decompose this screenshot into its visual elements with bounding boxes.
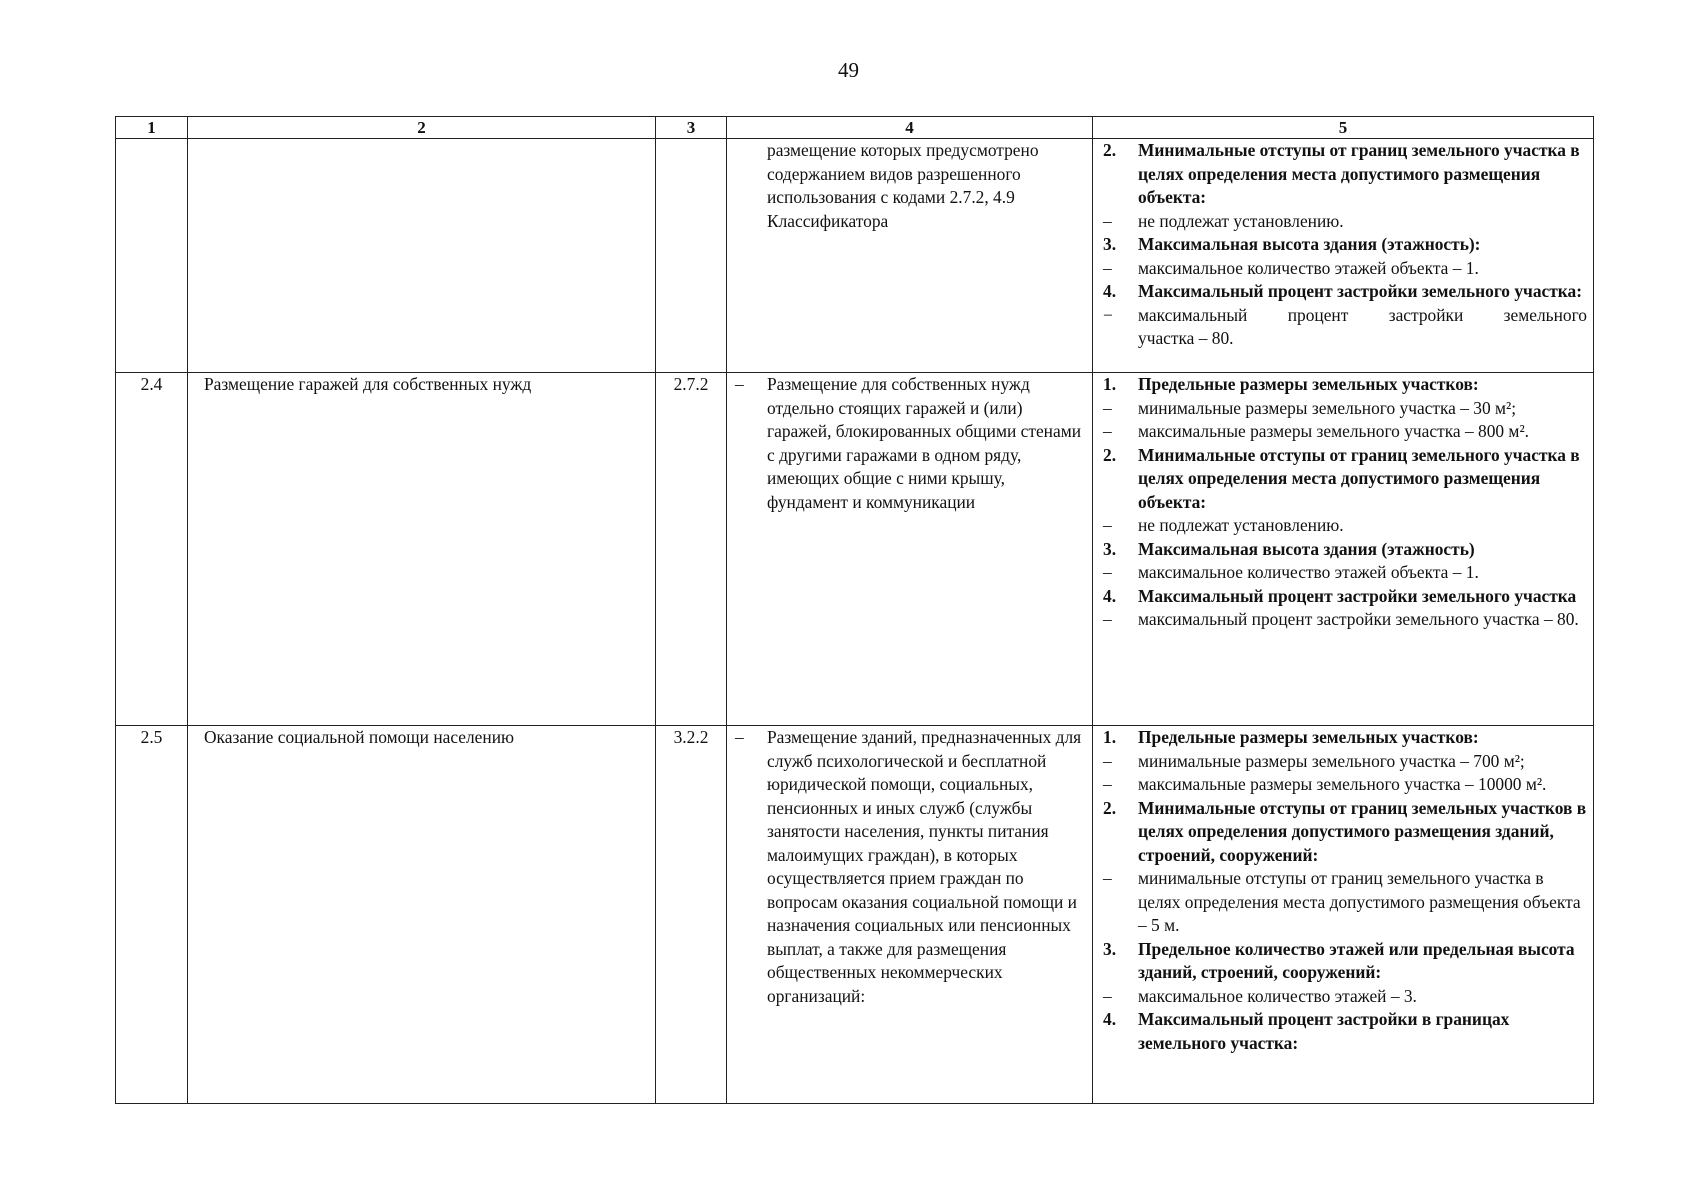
param-heading-text: Минимальные отступы от границ земельных участков в целях определения допустимого размещения зданий, строений, сооружений: — [1138, 797, 1587, 865]
param-number: 4. — [1103, 281, 1117, 301]
row-number: 2.5 — [116, 726, 188, 1104]
item-dash: – — [1103, 562, 1112, 582]
param-item — [1103, 608, 1587, 632]
description-text: размещение которых предусмотрено содержанием видов разрешенного использования с кодами 2.7.2, 4.9 Классификатора — [767, 140, 1039, 231]
param-heading — [1103, 585, 1587, 609]
param-heading — [1103, 233, 1587, 257]
param-number: 3. — [1103, 538, 1117, 559]
table-row — [116, 373, 1594, 726]
param-item — [1103, 210, 1587, 234]
land-use-table — [115, 116, 1594, 1104]
param-item-text: не подлежат установлению. — [1138, 515, 1344, 535]
param-heading — [1103, 280, 1587, 304]
item-dash: – — [1103, 868, 1112, 888]
param-item-text: максимальное количество этажей объекта – 1. — [1138, 257, 1479, 278]
item-dash: – — [1103, 257, 1112, 278]
param-item — [1103, 867, 1587, 938]
description-text: Размещение зданий, предназначенных для служб психологической и бесплатной юридической помощи, социальных, пенсионных и иных служб (службы занятости населения, пункты питания малоимущих граждан), в которых осуществляется прием граждан по вопросам оказания социальной помощи и назначения социальных или пенсионных выплат, а также для размещения общественных некоммерческих организаций: — [767, 727, 1082, 1006]
column-header-2: 2 — [188, 117, 656, 139]
classifier-code — [656, 139, 727, 373]
row-number: 2.4 — [116, 373, 188, 726]
use-description — [727, 373, 1093, 726]
param-item-text: минимальные размеры земельного участка – 700 м²; — [1138, 750, 1525, 771]
param-heading — [1103, 797, 1587, 868]
item-dash: – — [1103, 985, 1112, 1006]
use-type-name — [188, 139, 656, 373]
param-number: 2. — [1103, 797, 1117, 818]
param-item — [1103, 304, 1587, 328]
item-dash: – — [1103, 515, 1112, 535]
param-heading — [1103, 444, 1587, 515]
param-number: 1. — [1103, 374, 1117, 394]
item-dash: – — [1103, 774, 1112, 794]
item-dash: – — [1103, 397, 1112, 418]
param-heading — [1103, 1008, 1587, 1055]
item-dash: − — [1103, 304, 1113, 325]
param-item — [1103, 420, 1587, 444]
use-type-name: Оказание социальной помощи населению — [188, 726, 656, 1104]
param-heading-text: Максимальный процент застройки земельного участка — [1138, 585, 1577, 606]
param-item-continuation — [1103, 327, 1587, 351]
param-number: 1. — [1103, 727, 1117, 747]
param-item — [1103, 773, 1587, 797]
param-item-text: минимальные отступы от границ земельного участка в целях определения места допустимого размещения объекта – 5 м. — [1138, 868, 1581, 935]
use-type-name: Размещение гаражей для собственных нужд — [188, 373, 656, 726]
parameters — [1093, 373, 1594, 726]
param-heading-text: Предельные размеры земельных участков: — [1138, 727, 1479, 747]
param-item-text: максимальный процент застройки земельного — [1138, 304, 1587, 325]
param-heading-text: Предельные размеры земельных участков: — [1138, 374, 1479, 394]
column-header-4: 4 — [727, 117, 1093, 139]
description-text: Размещение для собственных нужд отдельно стоящих гаражей и (или) гаражей, блокированных общими стенами с другими гаражами в одном ряду, имеющих общие с ними крышу, фундамент и коммуникации — [767, 374, 1082, 512]
parameters — [1093, 726, 1594, 1104]
param-item-text: максимальное количество этажей объекта – 1. — [1138, 562, 1479, 582]
parameters — [1093, 139, 1594, 373]
param-number: 2. — [1103, 444, 1117, 465]
param-item — [1103, 985, 1587, 1009]
param-heading — [1103, 938, 1587, 985]
param-heading-text: Максимальный процент застройки в границах земельного участка: — [1138, 1009, 1510, 1053]
description-dash — [735, 139, 767, 233]
param-item-text: не подлежат установлению. — [1138, 210, 1344, 231]
param-item-text: максимальные размеры земельного участка – 800 м². — [1138, 421, 1529, 441]
param-item — [1103, 514, 1587, 538]
description-dash: – — [735, 727, 744, 747]
param-item — [1103, 750, 1587, 774]
param-heading-text: Минимальные отступы от границ земельного участка в целях определения места допустимого размещения объекта: — [1138, 140, 1580, 207]
param-heading-text: Максимальная высота здания (этажность): — [1138, 234, 1481, 254]
table-row — [116, 139, 1594, 373]
param-number: 4. — [1103, 585, 1117, 606]
row-number — [116, 139, 188, 373]
classifier-code: 3.2.2 — [656, 726, 727, 1104]
param-item-text: минимальные размеры земельного участка – 30 м²; — [1138, 397, 1517, 418]
param-heading — [1103, 139, 1587, 210]
param-item-text: максимальное количество этажей – 3. — [1138, 985, 1417, 1006]
item-dash: – — [1103, 609, 1112, 629]
param-number: 2. — [1103, 140, 1117, 160]
column-header-3: 3 — [656, 117, 727, 139]
param-heading — [1103, 538, 1587, 562]
param-number: 4. — [1103, 1009, 1117, 1029]
param-item-text: максимальный процент застройки земельного участка – 80. — [1138, 609, 1579, 629]
use-description — [727, 139, 1093, 373]
param-number: 3. — [1103, 938, 1117, 959]
param-heading-text: Минимальные отступы от границ земельного участка в целях определения места допустимого размещения объекта: — [1138, 444, 1580, 512]
param-item-text: максимальные размеры земельного участка – 10000 м². — [1138, 774, 1547, 794]
param-heading-text: Максимальный процент застройки земельного участка: — [1138, 281, 1583, 301]
column-header-5: 5 — [1093, 117, 1594, 139]
classifier-code: 2.7.2 — [656, 373, 727, 726]
param-heading-text: Предельное количество этажей или предельная высота зданий, строений, сооружений: — [1138, 938, 1575, 982]
param-number: 3. — [1103, 234, 1117, 254]
param-item — [1103, 561, 1587, 585]
description-dash: – — [735, 374, 744, 394]
param-item-text: участка – 80. — [1138, 328, 1234, 348]
column-header-1: 1 — [116, 117, 188, 139]
param-heading-text: Максимальная высота здания (этажность) — [1138, 538, 1475, 559]
item-dash: – — [1103, 421, 1112, 441]
header-row — [116, 117, 1594, 139]
param-item — [1103, 257, 1587, 281]
use-description — [727, 726, 1093, 1104]
page-number: 49 — [838, 58, 859, 82]
item-dash: – — [1103, 210, 1112, 231]
param-item — [1103, 397, 1587, 421]
param-heading — [1103, 373, 1587, 397]
table-row — [116, 726, 1594, 1104]
item-dash: – — [1103, 750, 1112, 771]
param-heading — [1103, 726, 1587, 750]
